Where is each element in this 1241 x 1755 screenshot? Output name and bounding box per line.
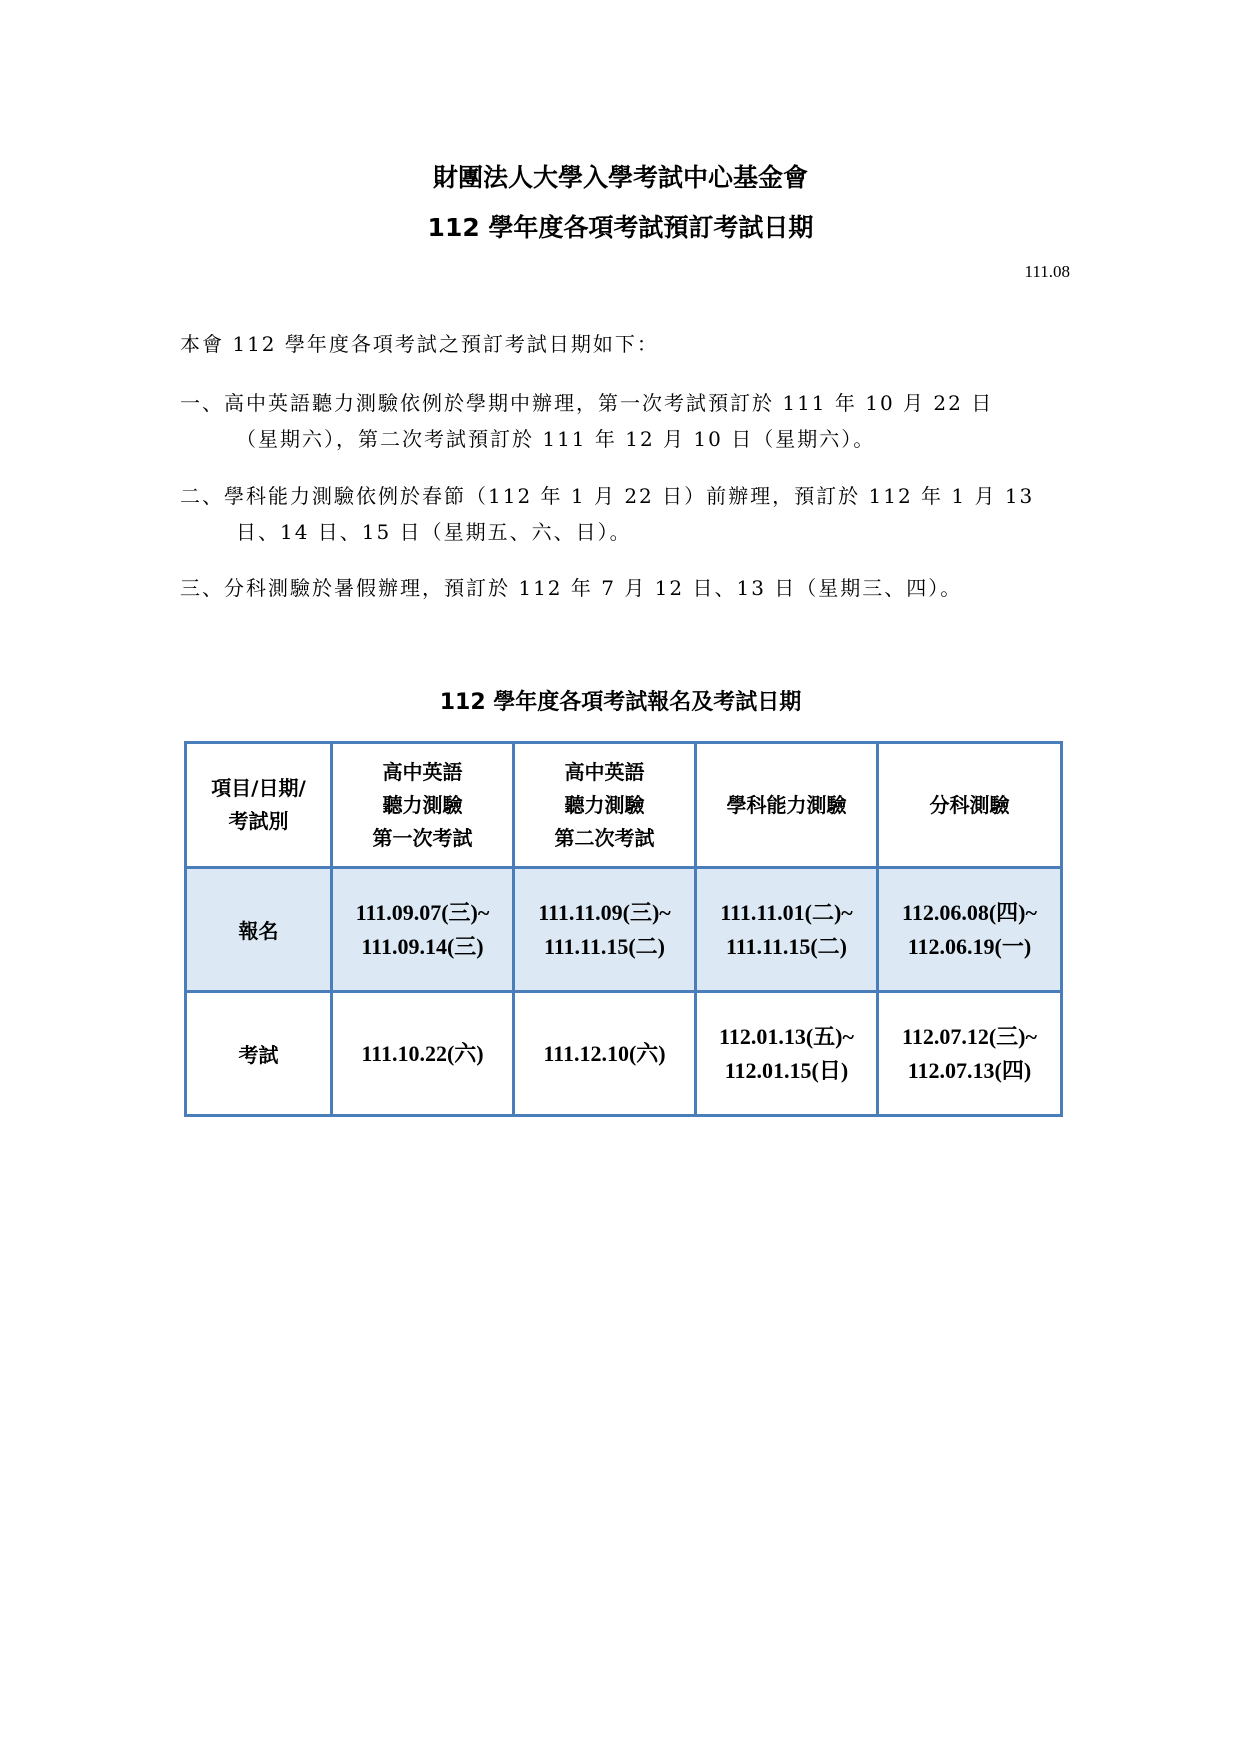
document-date: 111.08 [1024, 262, 1070, 281]
table-header-row [186, 743, 1062, 868]
item-2-line-1: 二、學科能力測驗依例於春節（112 年 1 月 22 日）前辦理，預訂於 112 年 1 月 13 [180, 484, 1035, 508]
registration-listening-first: 111.09.07(三)~ 111.09.14(三) [332, 868, 514, 992]
row-label-exam: 考試 [186, 992, 332, 1116]
title-document: 112 學年度各項考試預訂考試日期 [427, 213, 814, 242]
intro-paragraph: 本會 112 學年度各項考試之預訂考試日期如下： [180, 332, 659, 356]
header-cell-item: 項目/日期/ 考試別 [186, 743, 332, 868]
registration-ast: 112.06.08(四)~ 112.06.19(一) [878, 868, 1062, 992]
header-cell-gsat: 學科能力測驗 [696, 743, 878, 868]
item-3-line-1: 三、分科測驗於暑假辦理，預訂於 112 年 7 月 12 日、13 日（星期三、四）。 [180, 576, 963, 600]
registration-listening-second: 111.11.09(三)~ 111.11.15(二) [514, 868, 696, 992]
exam-ast: 112.07.12(三)~ 112.07.13(四) [878, 992, 1062, 1116]
item-1-paragraph [180, 385, 1070, 457]
exam-gsat: 112.01.13(五)~ 112.01.15(日) [696, 992, 878, 1116]
table-row-exam [186, 992, 1062, 1116]
header-cell-ast: 分科測驗 [878, 743, 1062, 868]
registration-gsat: 111.11.01(二)~ 111.11.15(二) [696, 868, 878, 992]
exam-listening-first: 111.10.22(六) [332, 992, 514, 1116]
row-label-registration: 報名 [186, 868, 332, 992]
item-1-line-1: 一、高中英語聽力測驗依例於學期中辦理，第一次考試預訂於 111 年 10 月 22 日 [180, 391, 994, 415]
header-cell-listening-second: 高中英語 聽力測驗 第二次考試 [514, 743, 696, 868]
item-3-paragraph [180, 570, 1070, 606]
table-row-registration [186, 868, 1062, 992]
title-organization: 財團法人大學入學考試中心基金會 [432, 163, 808, 192]
table-title: 112 學年度各項考試報名及考試日期 [439, 690, 802, 715]
exam-listening-second: 111.12.10(六) [514, 992, 696, 1116]
schedule-table [184, 741, 1063, 1117]
item-2-line-2: 日、14 日、15 日（星期五、六、日）。 [236, 520, 632, 544]
header-cell-listening-first: 高中英語 聽力測驗 第一次考試 [332, 743, 514, 868]
item-1-line-2: （星期六），第二次考試預訂於 111 年 12 月 10 日（星期六）。 [236, 427, 876, 451]
item-2-paragraph [180, 478, 1070, 550]
